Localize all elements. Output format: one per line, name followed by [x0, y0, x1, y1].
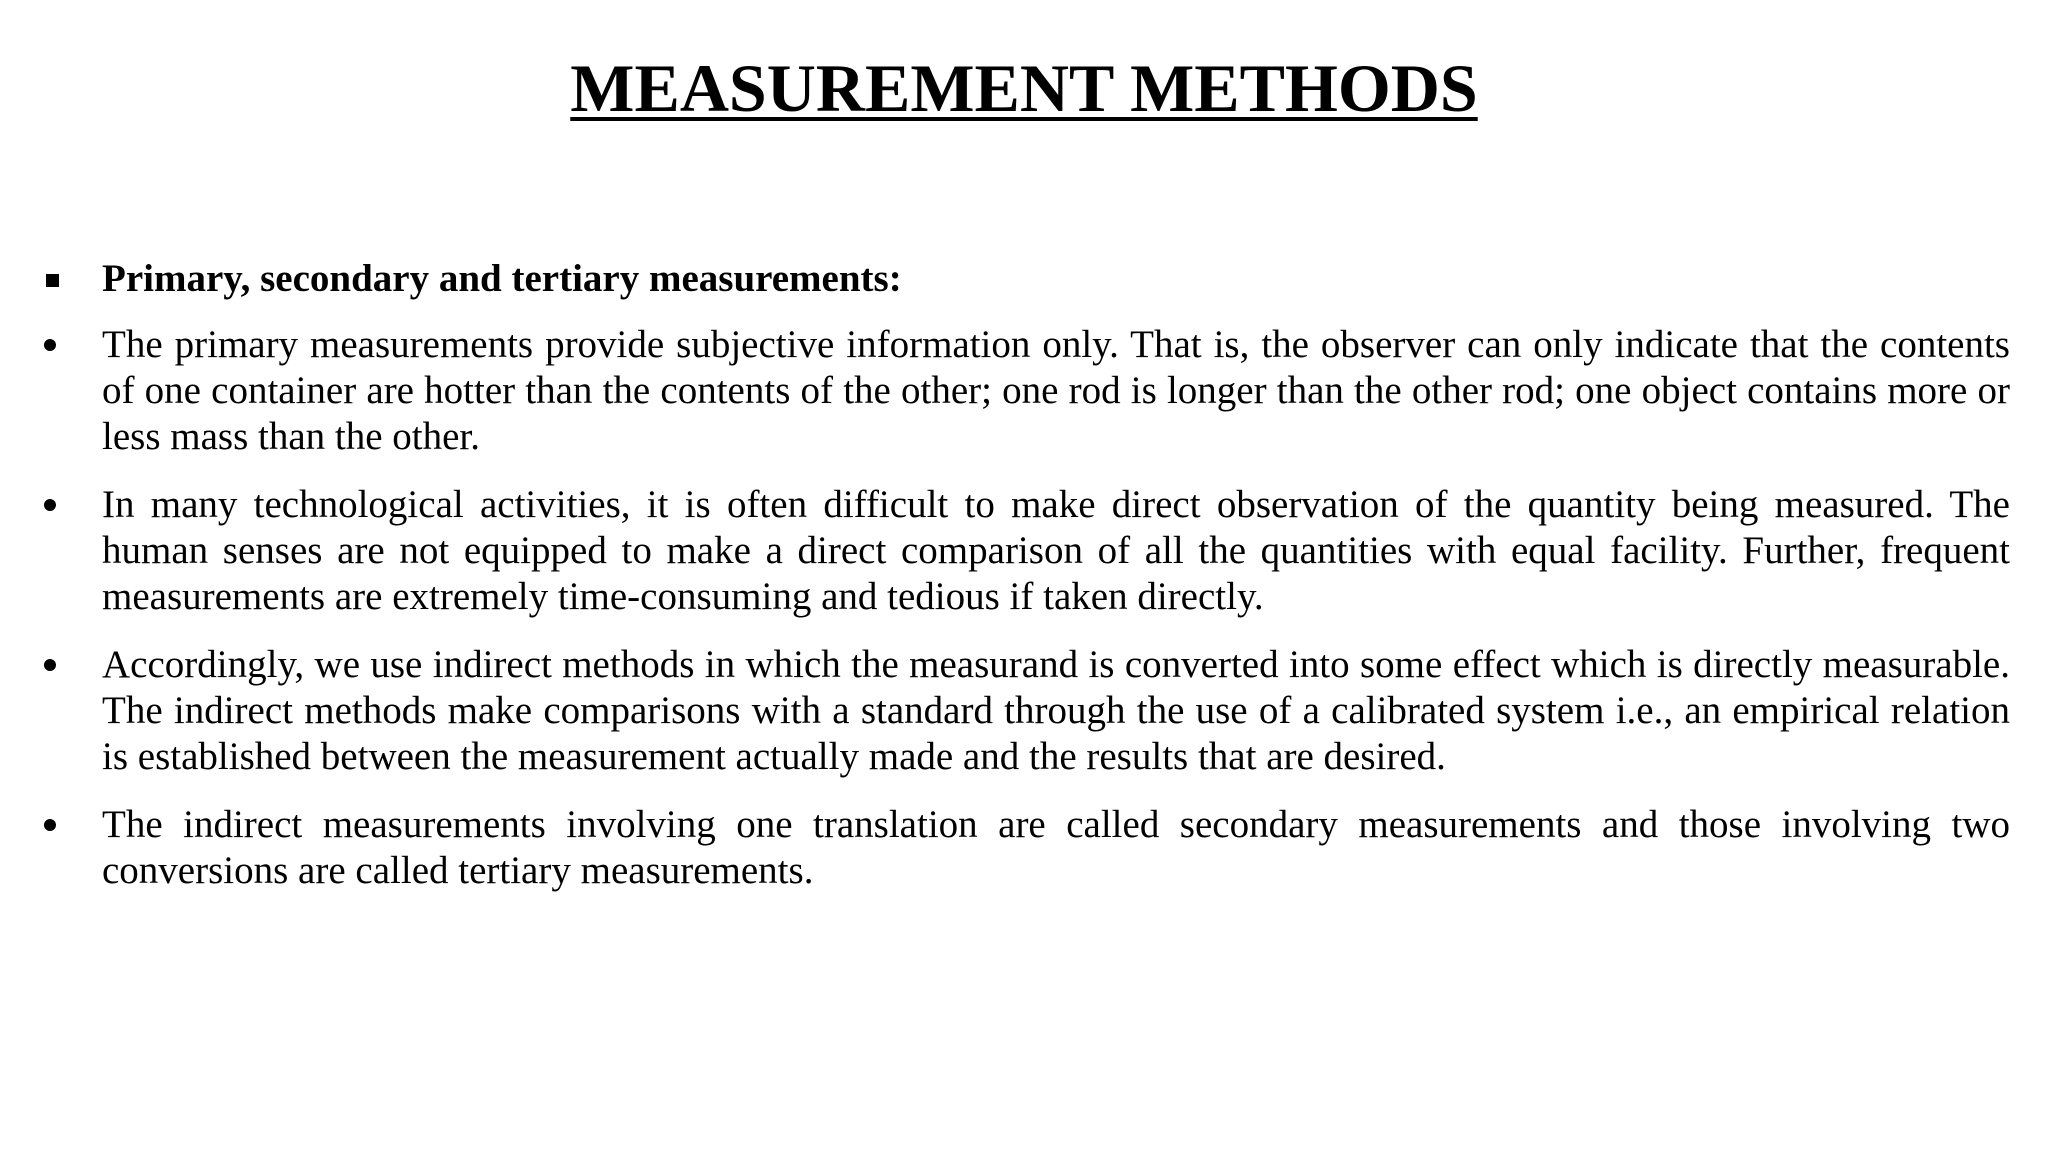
bullet-item — [42, 642, 2010, 780]
bullet-text: Accordingly, we use indirect methods in which the measurand is converted into some effect which is directly measurable. The indirect methods make comparisons with a standard through the use of a calibrated system i.e., an empirical relation is established between the measurement actually made and the results that are desired. — [102, 643, 2010, 778]
bullet-dot-icon — [44, 659, 56, 671]
bullet-item — [42, 802, 2010, 894]
slide-title: MEASUREMENT METHODS — [570, 50, 1478, 126]
bullet-text: The indirect measurements involving one translation are called secondary measurements and those involving two conversions are called tertiary measurements. — [102, 803, 2010, 892]
square-bullet-icon — [46, 274, 59, 287]
bullet-dot-icon — [44, 339, 56, 351]
section-heading-text: Primary, secondary and tertiary measurements: — [102, 257, 902, 300]
bullet-item — [42, 322, 2010, 460]
bullet-text: The primary measurements provide subjective information only. That is, the observer can only indicate that the contents of one container are hotter than the contents of the other; one rod is longer than the other rod; one object contains more or less mass than the other. — [102, 323, 2010, 458]
bullet-item — [42, 482, 2010, 620]
bullet-text: In many technological activities, it is often difficult to make direct observation of the quantity being measured. The human senses are not equipped to make a direct comparison of all the quantities with equal facility. Further, frequent measurements are extremely time-consuming and tedious if taken directly. — [102, 483, 2010, 618]
bullet-dot-icon — [44, 499, 56, 511]
slide-content — [42, 256, 2010, 916]
section-heading — [42, 256, 2010, 302]
bullet-dot-icon — [44, 819, 56, 831]
